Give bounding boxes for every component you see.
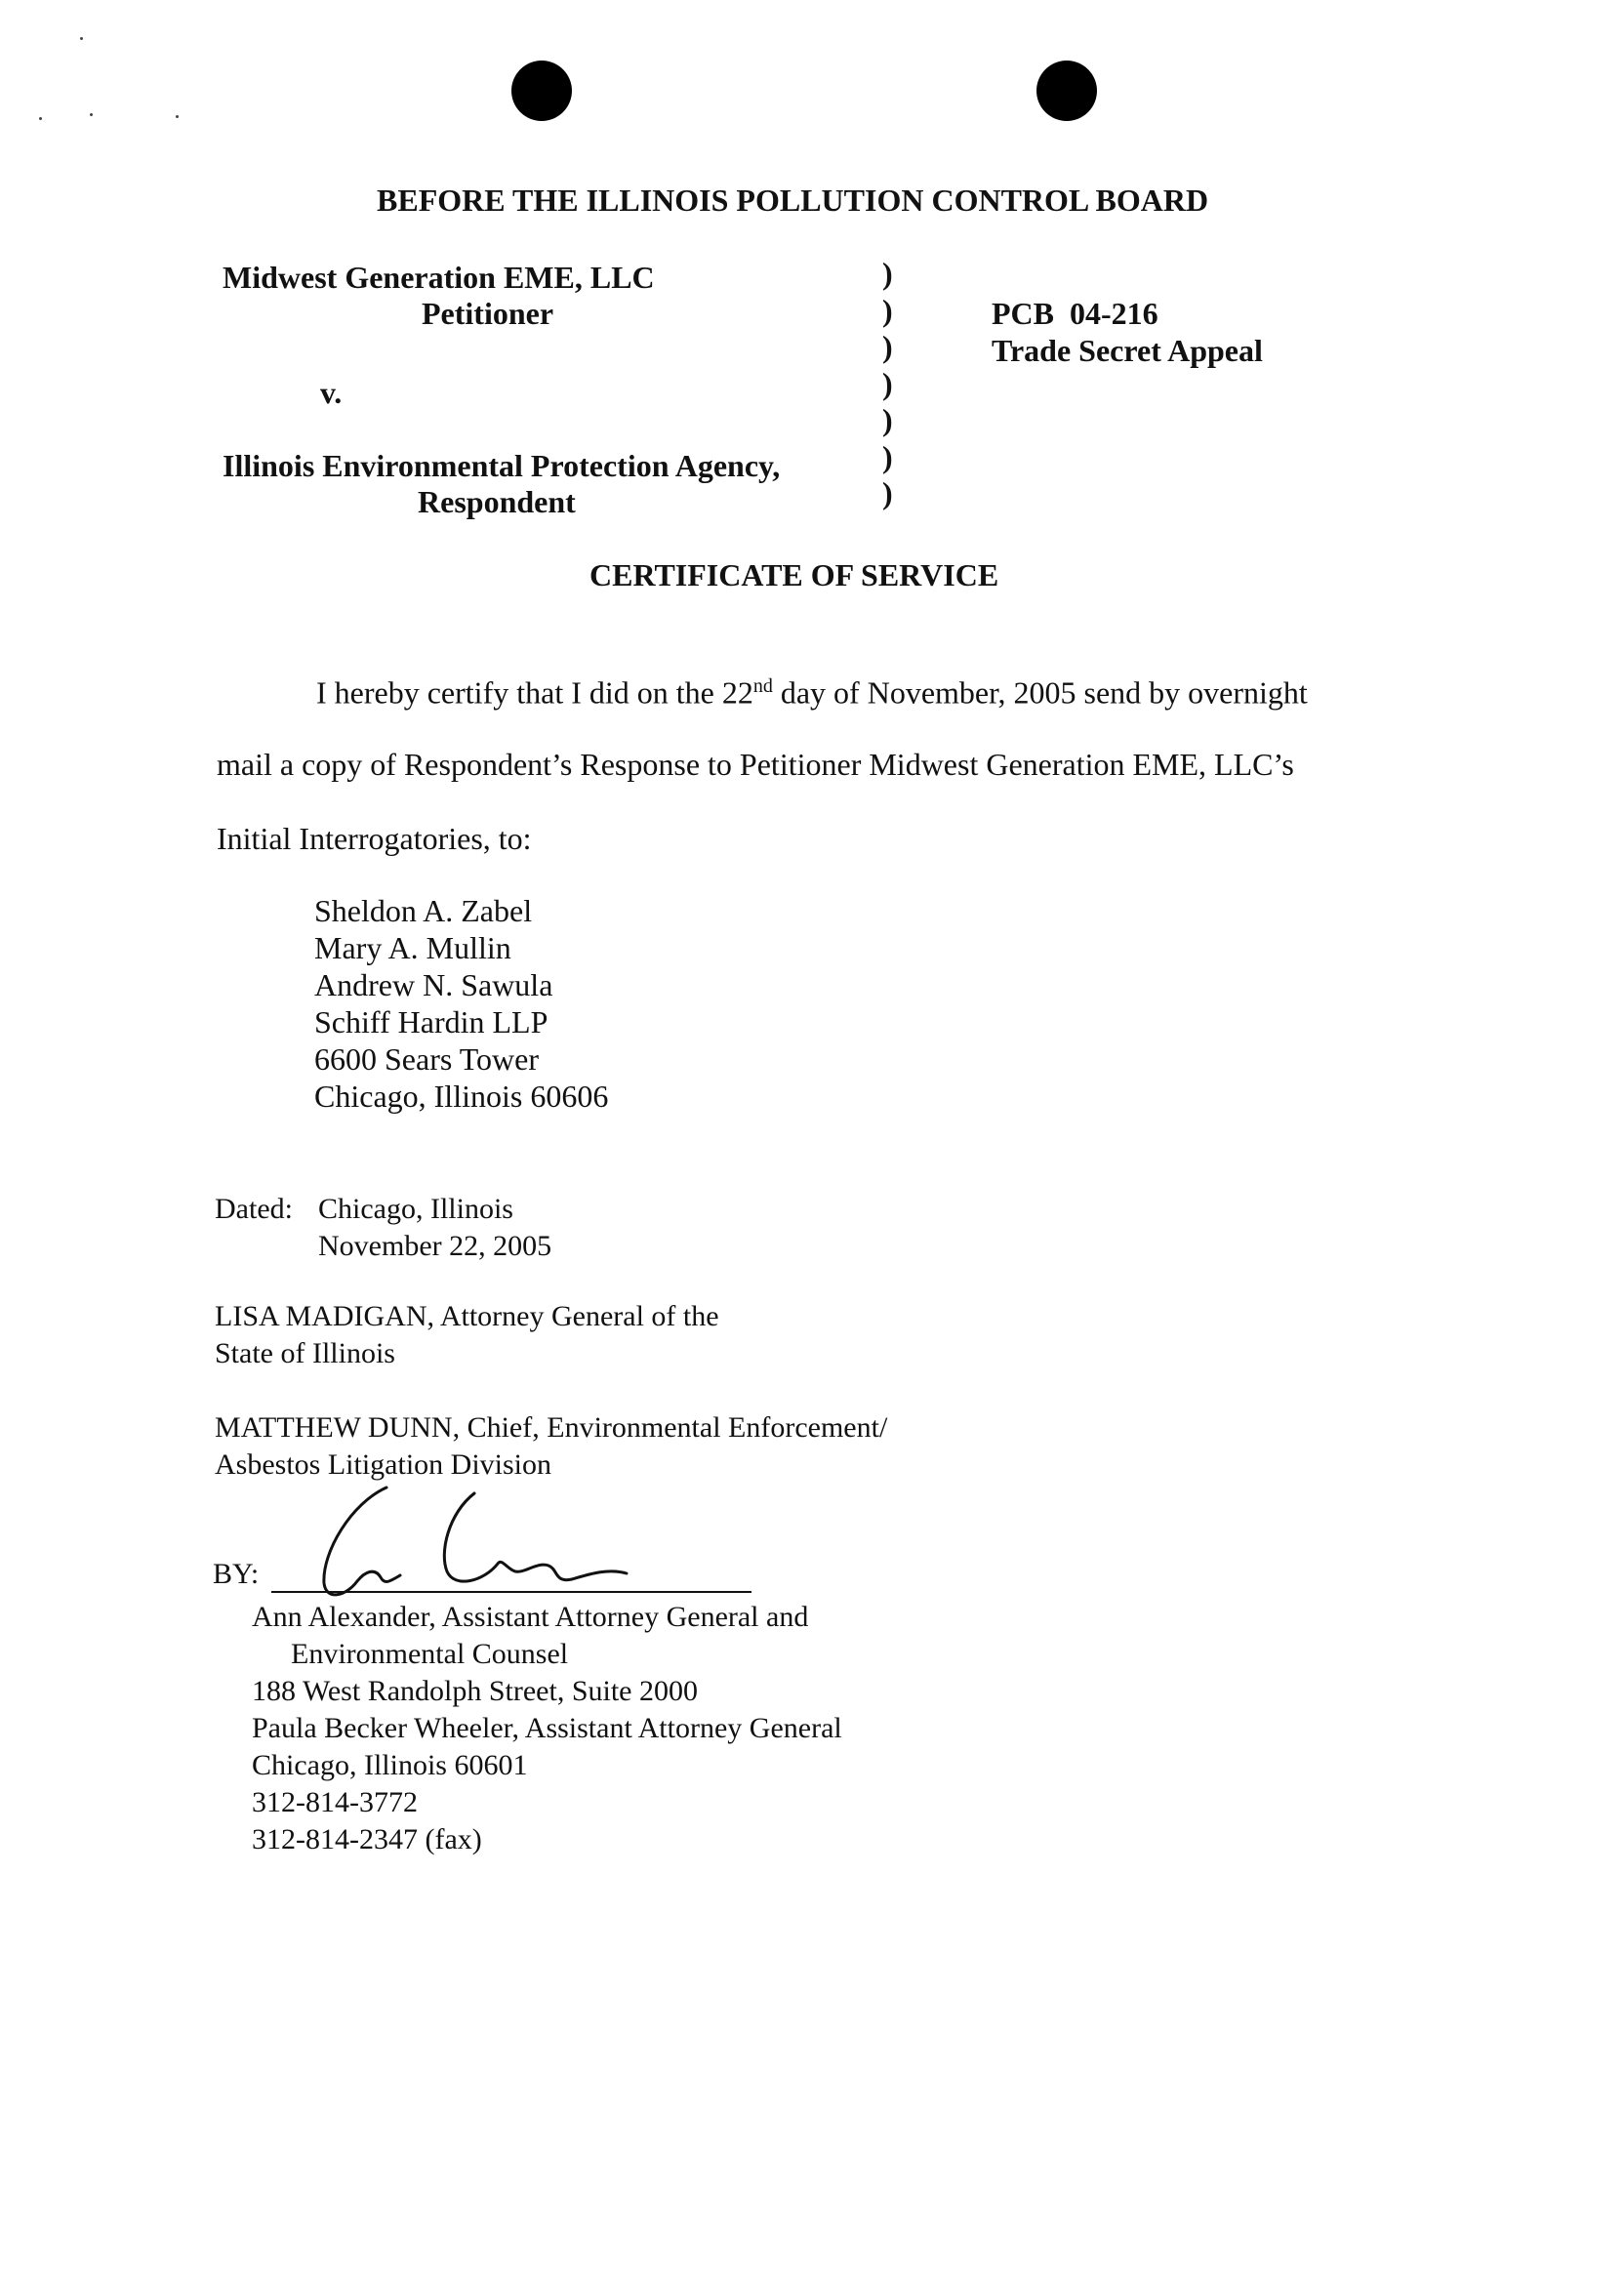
petitioner-role: Petitioner [422,296,554,331]
caption-paren: ) [882,438,893,474]
certificate-line-1 [316,668,1308,712]
punch-hole-right [1036,61,1097,121]
signature-line-text: 312-814-2347 (fax) [252,1823,482,1855]
service-list-line: Andrew N. Sawula [314,967,553,1002]
signature-line-text: 312-814-3772 [252,1786,418,1818]
scan-speck [39,117,42,120]
division-line: Asbestos Litigation Division [215,1448,551,1481]
caption-parentheses [882,256,912,512]
attorney-general-line: State of Illinois [215,1337,395,1369]
certificate-line-2: mail a copy of Respondent’s Response to Petitioner Midwest Generation EME, LLC’s [217,747,1294,782]
caption-paren: ) [882,329,893,364]
caption-paren: ) [882,402,893,437]
service-list-line: Mary A. Mullin [314,930,511,965]
signature-block [252,1599,842,1858]
case-type: Trade Secret Appeal [992,333,1263,368]
dated-label: Dated: [215,1193,293,1225]
attorney-general-block [215,1298,719,1372]
petitioner-name: Midwest Generation EME, LLC [223,260,655,295]
respondent-name: Illinois Environmental Protection Agency, [223,448,781,483]
caption-paren: ) [882,256,893,291]
scan-speck [80,37,83,40]
scan-speck [176,115,179,118]
scan-speck [90,113,93,116]
handwritten-signature [293,1474,664,1610]
by-label: BY: [213,1558,260,1590]
certificate-line-3: Initial Interrogatories, to: [217,821,532,856]
service-list-line: Chicago, Illinois 60606 [314,1079,609,1114]
case-number-label: PCB [992,296,1054,331]
case-number: 04-216 [1070,296,1158,331]
caption-paren: ) [882,475,893,510]
punch-hole-left [511,61,572,121]
service-list-line: Sheldon A. Zabel [314,893,533,928]
service-list [314,892,608,1115]
service-list-line: 6600 Sears Tower [314,1041,540,1077]
division-line: MATTHEW DUNN, Chief, Environmental Enforcement/ [215,1411,888,1444]
signature-line-text: Chicago, Illinois 60601 [252,1749,528,1781]
attorney-general-line: LISA MADIGAN, Attorney General of the [215,1300,719,1332]
dated-block [318,1191,551,1265]
signature-line-text: 188 West Randolph Street, Suite 2000 [252,1675,699,1707]
dated-place: Chicago, Illinois [318,1193,513,1225]
certificate-title: CERTIFICATE OF SERVICE [589,557,999,592]
respondent-role: Respondent [418,484,576,519]
certificate-line-1-end: day of November, 2005 send by overnight [772,674,1308,711]
signature-line-text: Paula Becker Wheeler, Assistant Attorney General [252,1712,842,1744]
dated-date: November 22, 2005 [318,1230,552,1262]
division-block [215,1409,887,1484]
caption-paren: ) [882,292,893,328]
caption-paren: ) [882,365,893,401]
signature-line-text: Environmental Counsel [291,1638,569,1670]
board-title: BEFORE THE ILLINOIS POLLUTION CONTROL BOARD [377,183,1209,218]
signature-line-text: Ann Alexander, Assistant Attorney General and [252,1601,809,1633]
certificate-line-1-start: I hereby certify that I did on the 22 [316,674,753,711]
service-list-line: Schiff Hardin LLP [314,1004,548,1039]
ordinal-suffix: nd [752,675,773,697]
versus-label: v. [320,375,343,410]
